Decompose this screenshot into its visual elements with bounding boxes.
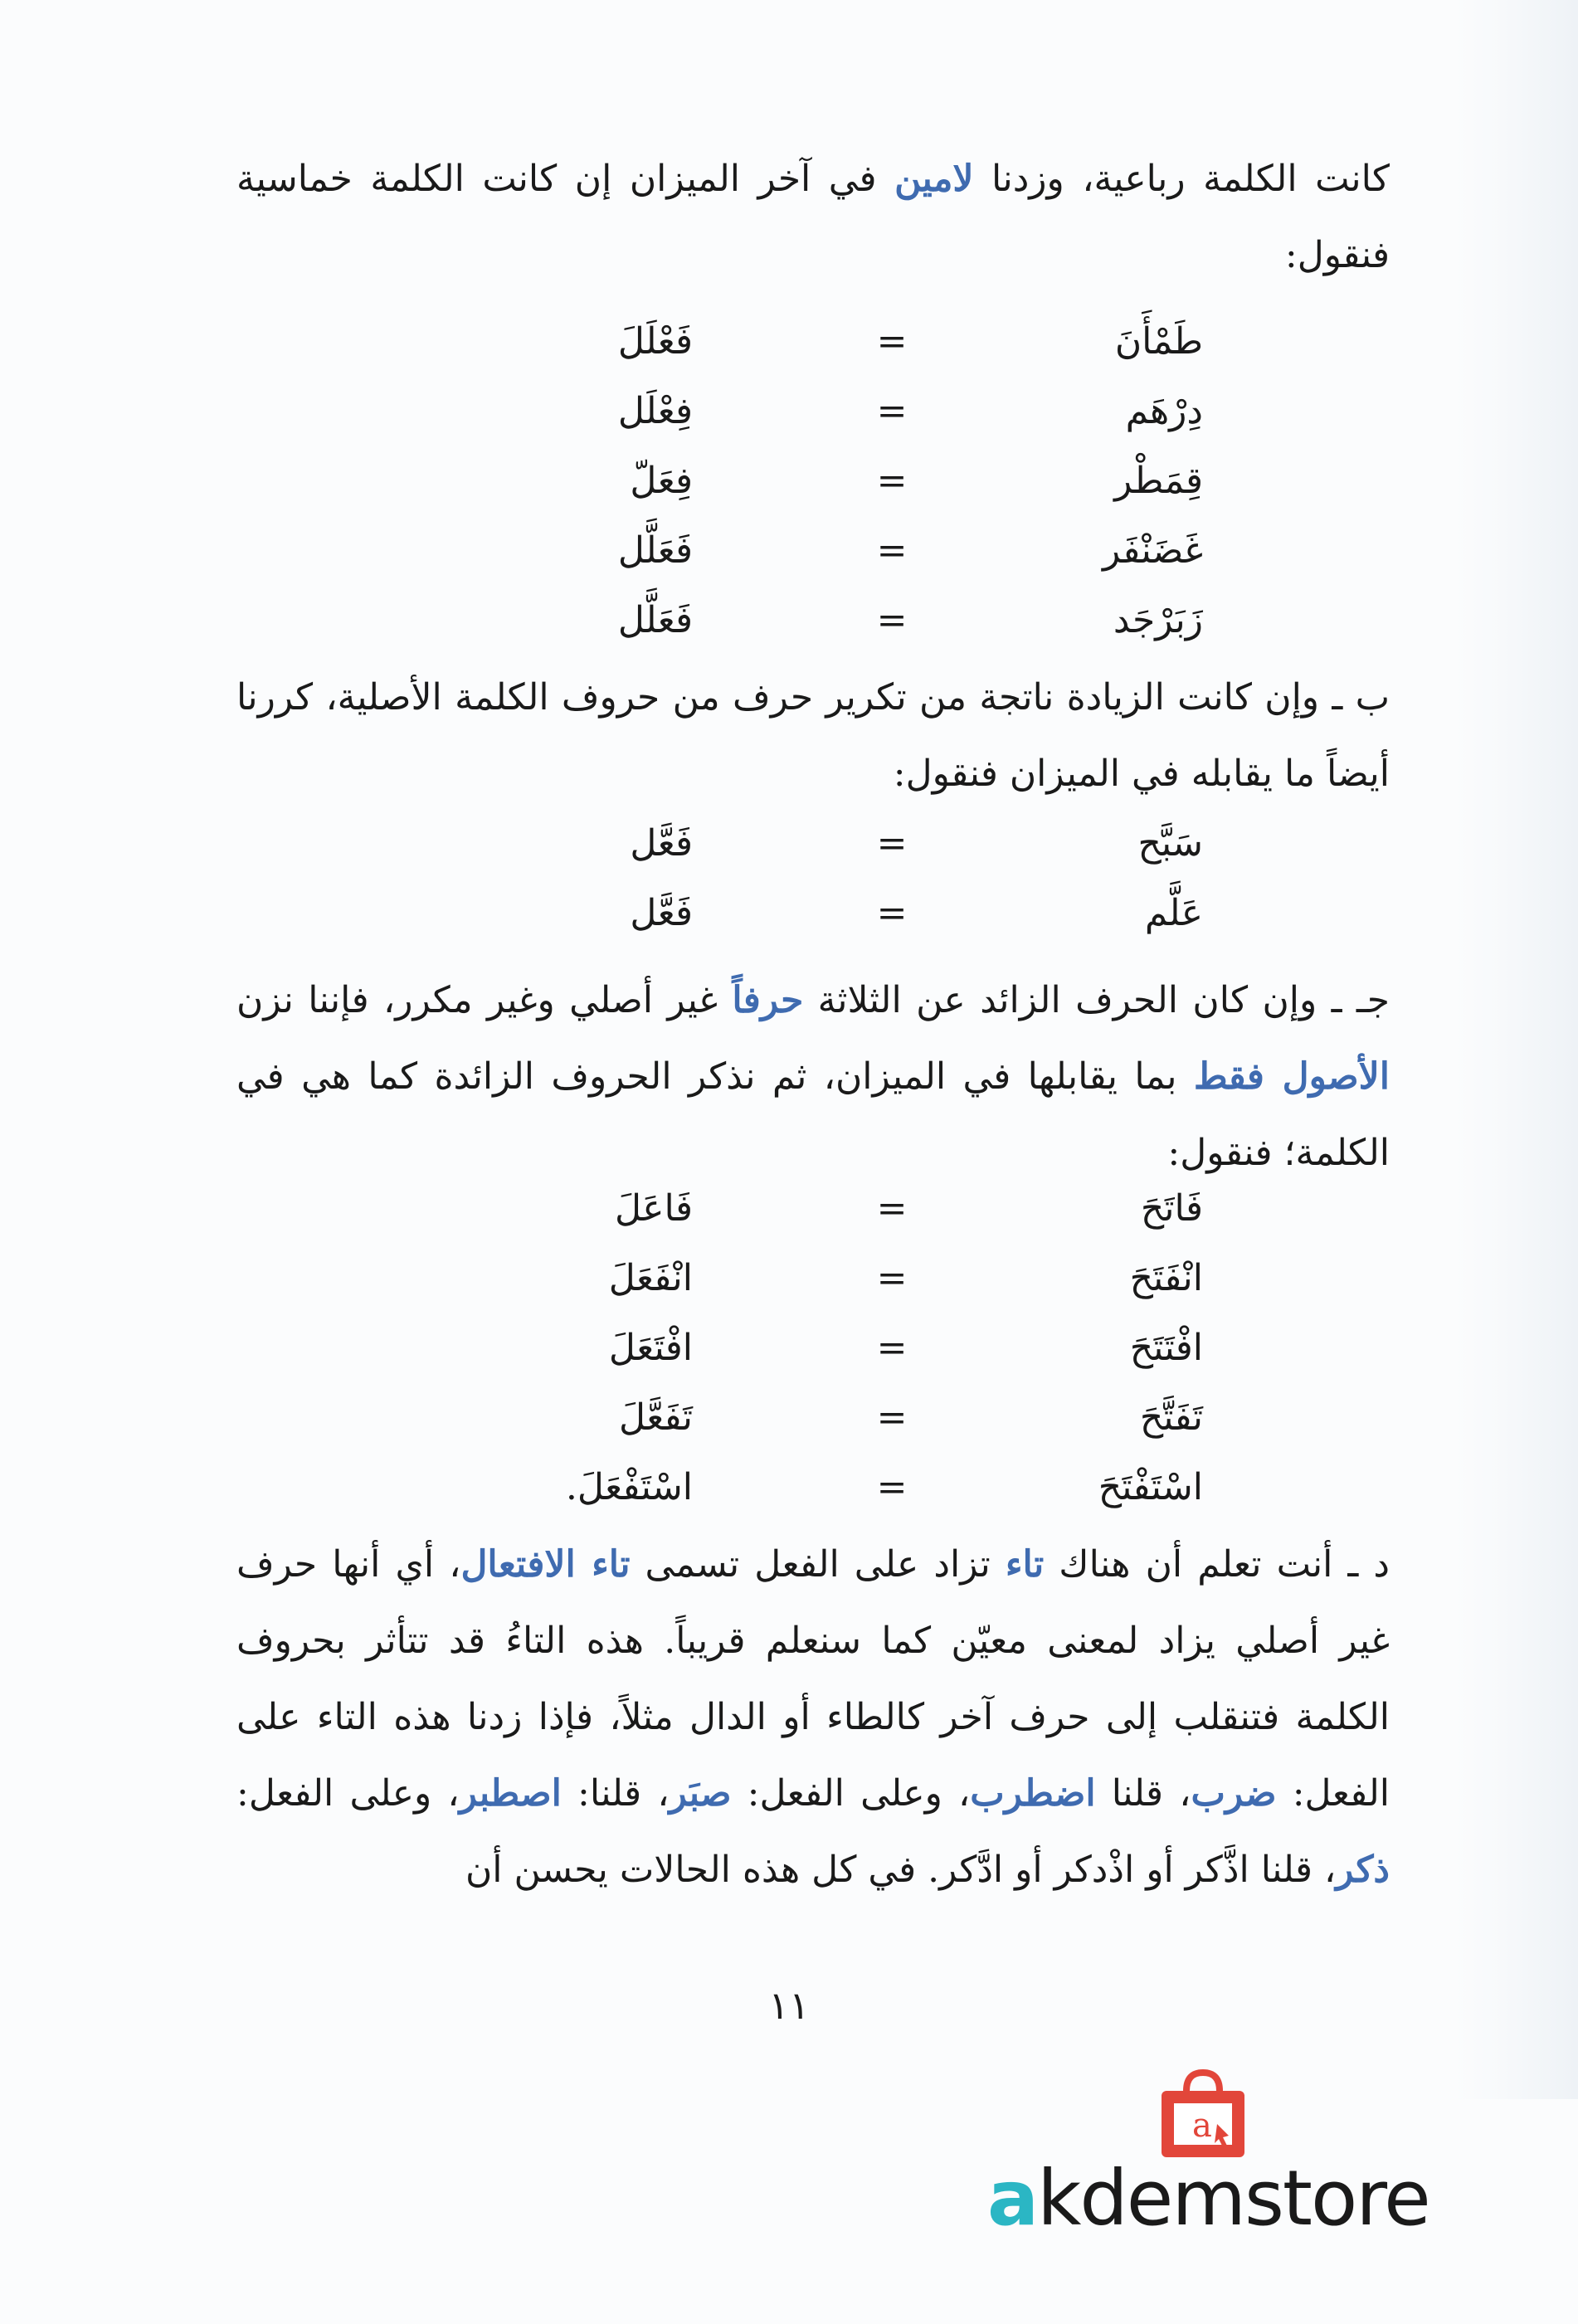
example-row: [236, 307, 1390, 377]
equals-sign: =: [876, 390, 908, 432]
example-pattern: فِعَلّ: [630, 460, 693, 502]
examples-table-2: [236, 809, 1390, 948]
highlight-harfan: حرفاً: [732, 979, 804, 1021]
equals-sign: =: [876, 892, 908, 934]
paragraph-b-text: ب ـ وإن كانت الزيادة ناتجة من تكرير حرف من حروف الكلمة الأصلية، كررنا أيضاً ما يقابله في الميزان فنقول:: [236, 676, 1390, 795]
page-number: ١١: [768, 1983, 810, 2028]
highlight-idtaraba: اضطرب: [970, 1772, 1096, 1815]
example-word: اسْتَفْتَحَ: [1098, 1466, 1203, 1508]
brand-name: [987, 2154, 1429, 2243]
example-pattern: فَعَّل: [630, 822, 693, 865]
example-word: سَبَّح: [1137, 822, 1203, 865]
paragraph-d-part8: ، قلنا اذَّكر أو اذْدكر أو ادَّكر. في كل هذه الحالات يحسن أن: [465, 1849, 1337, 1891]
svg-text:a: a: [1192, 2107, 1212, 2145]
example-word: طَمْأَنَ: [1114, 320, 1203, 363]
equals-sign: =: [876, 1466, 908, 1508]
example-row: [236, 516, 1390, 586]
example-word: قِمَطْر: [1114, 460, 1203, 502]
highlight-sabara: صبَر: [669, 1772, 732, 1815]
example-row: [236, 446, 1390, 516]
equals-sign: =: [876, 1187, 908, 1230]
paragraph-d: [236, 1527, 1390, 1908]
brand-letter: a: [987, 2154, 1038, 2243]
paragraph-d-part4: ، قلنا: [1095, 1772, 1191, 1815]
highlight-taa: تاء: [1005, 1543, 1045, 1586]
paragraph-1-before: كانت الكلمة رباعية، وزدنا: [973, 158, 1390, 200]
example-pattern: انْفَعَلَ: [608, 1257, 693, 1299]
paragraph-d-part7: ، وعلى الفعل:: [236, 1772, 460, 1815]
paragraph-j-part3: بما يقابلها في الميزان، ثم نذكر الحروف الزائدة كما هي في الكلمة؛ فنقول:: [236, 1055, 1390, 1174]
equals-sign: =: [876, 1327, 908, 1369]
example-word: زَبَرْجَد: [1113, 599, 1203, 641]
example-row: [236, 377, 1390, 446]
example-pattern: اسْتَفْعَلَ.: [565, 1466, 693, 1508]
paragraph-d-part5: ، وعلى الفعل:: [731, 1772, 971, 1815]
example-word: غَضَنْفَر: [1103, 529, 1203, 572]
example-word: تَفَتَّحَ: [1139, 1396, 1203, 1439]
equals-sign: =: [876, 460, 908, 502]
highlight-usul: الأصول فقط: [1193, 1055, 1390, 1098]
example-row: [236, 1174, 1390, 1244]
equals-sign: =: [876, 529, 908, 572]
example-pattern: فَعَلَّل: [617, 529, 693, 572]
example-pattern: تَفَعَّلَ: [618, 1396, 693, 1439]
equals-sign: =: [876, 822, 908, 865]
paragraph-b: [236, 660, 1390, 812]
paragraph-j: [236, 962, 1390, 1191]
scan-shadow: [1454, 0, 1578, 2099]
highlight-dhakara: ذكر: [1336, 1849, 1390, 1891]
example-pattern: فَاعَلَ: [614, 1187, 693, 1230]
paragraph-d-part3: ، أي أنها حرف غير أصلي يزاد لمعنى معيّن كما سنعلم قريباً. هذه التاءُ قد تتأثر بحروف الكلمة فتنقلب إلى حرف آخر كالطاء أو الدال مثلاً، فإذا زدنا هذه التاء على الفعل:: [236, 1543, 1390, 1815]
paragraph-d-part6: ، قلنا:: [561, 1772, 670, 1815]
example-row: [236, 809, 1390, 879]
highlight-daraba: ضرب: [1191, 1772, 1277, 1815]
paragraph-1-after: في آخر الميزان إن كانت الكلمة خماسية فنقول:: [236, 158, 1390, 276]
highlight-taa-iftial: تاء الافتعال: [460, 1543, 631, 1586]
highlight-istabara: اصطبر: [459, 1772, 562, 1815]
example-pattern: فِعْلَل: [617, 390, 693, 432]
brand-rest: kdemstore: [1037, 2154, 1429, 2243]
example-pattern: فَعْلَلَ: [617, 320, 693, 363]
example-word: فَاتَحَ: [1140, 1187, 1203, 1230]
akdemstore-logo: [987, 2066, 1429, 2243]
examples-table-3: [236, 1174, 1390, 1523]
example-word: انْفَتَحَ: [1129, 1257, 1203, 1299]
paragraph-d-part2: تزاد على الفعل تسمى: [630, 1543, 1006, 1586]
example-row: [236, 1383, 1390, 1453]
example-pattern: فَعَّل: [630, 892, 693, 934]
examples-table-1: [236, 307, 1390, 655]
equals-sign: =: [876, 599, 908, 641]
paragraph-j-part2: غير أصلي وغير مكرر، فإننا نزن: [236, 979, 733, 1021]
example-pattern: فَعَلَّل: [617, 599, 693, 641]
example-row: [236, 1244, 1390, 1313]
paragraph-j-part1: جـ ـ وإن كان الحرف الزائد عن الثلاثة: [803, 979, 1390, 1021]
example-row: [236, 1453, 1390, 1523]
example-word: افْتَتَحَ: [1129, 1327, 1203, 1369]
paragraph-1: [236, 141, 1390, 294]
example-word: عَلَّم: [1144, 892, 1203, 934]
equals-sign: =: [876, 320, 908, 363]
example-row: [236, 879, 1390, 948]
example-word: دِرْهَم: [1125, 390, 1203, 432]
highlight-lamin: لامين: [894, 158, 974, 200]
example-row: [236, 1313, 1390, 1383]
equals-sign: =: [876, 1396, 908, 1439]
example-pattern: افْتَعَلَ: [608, 1327, 693, 1369]
equals-sign: =: [876, 1257, 908, 1299]
example-row: [236, 586, 1390, 655]
paragraph-d-part1: د ـ أنت تعلم أن هناك: [1044, 1543, 1390, 1586]
